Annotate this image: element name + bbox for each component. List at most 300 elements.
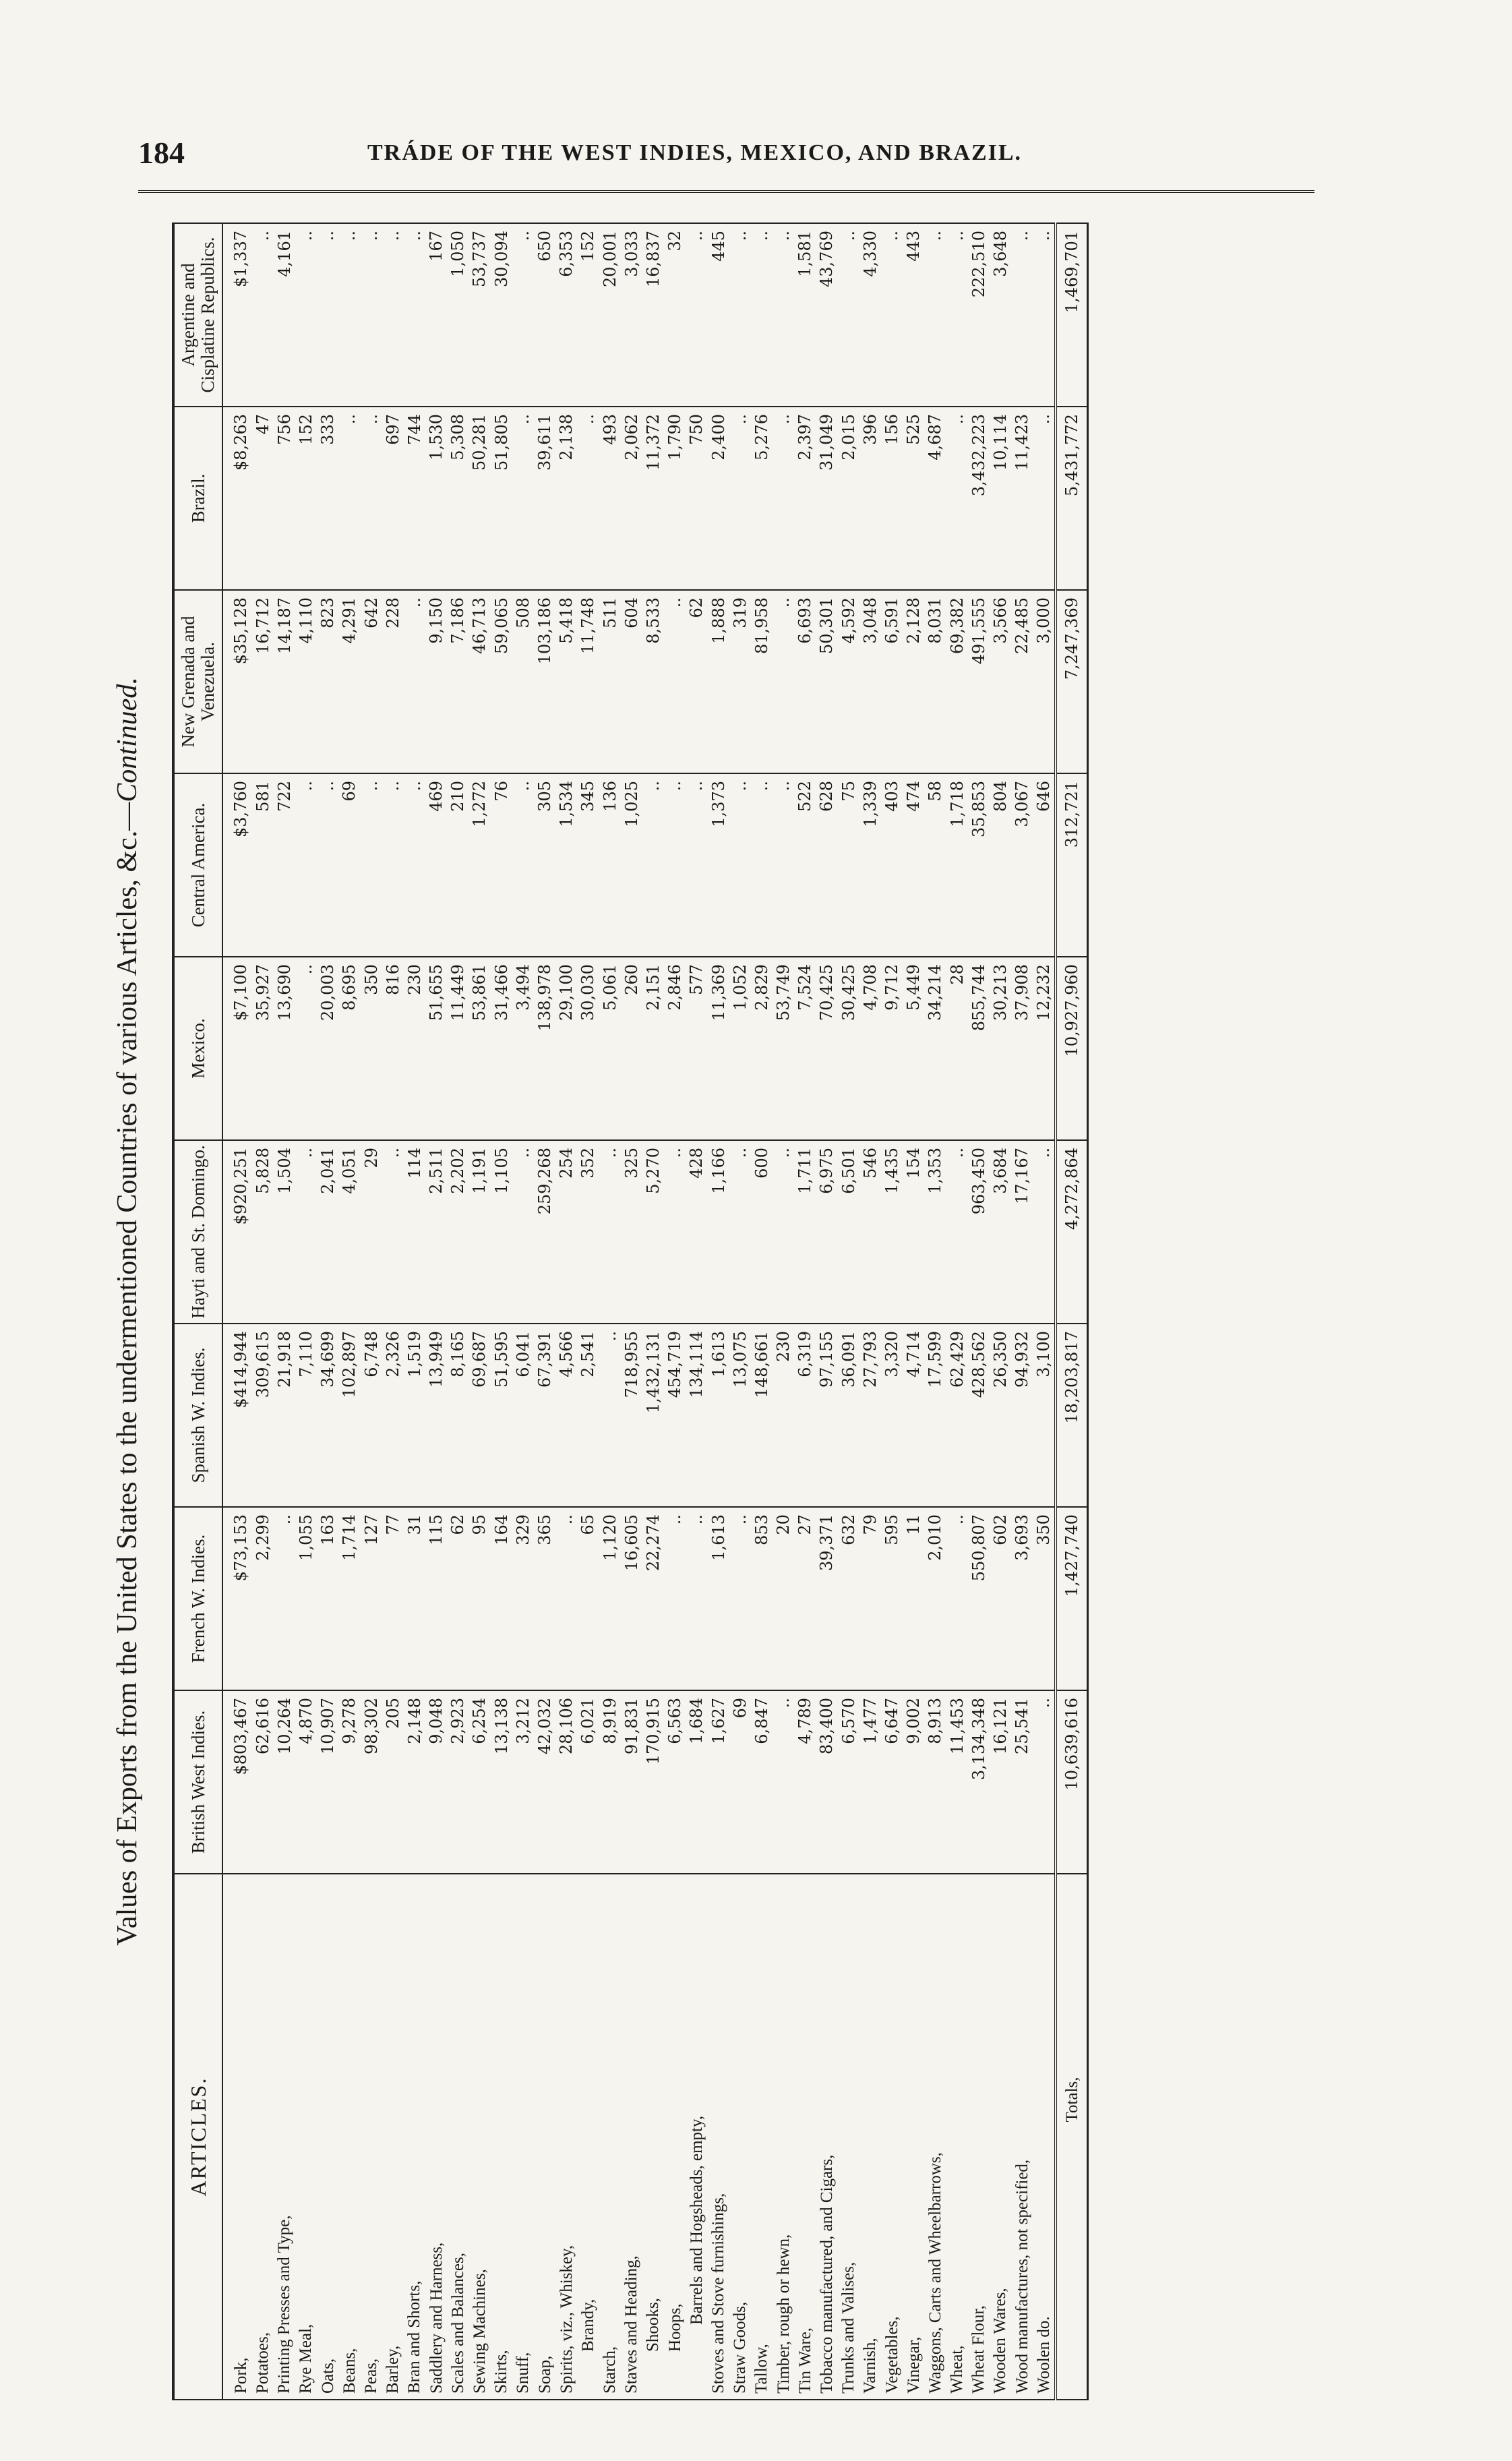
value-cell: 39,371	[816, 1507, 837, 1690]
value-cell: 81,958	[751, 590, 773, 773]
value-cell: ..	[252, 223, 274, 407]
value-cell: ..	[382, 1140, 404, 1324]
value-cell: 352	[577, 1140, 599, 1324]
article-cell: Vegetables,	[881, 1874, 903, 2400]
value-cell: ..	[338, 407, 360, 590]
value-cell: 350	[1033, 1507, 1056, 1690]
table-row	[924, 223, 946, 2400]
value-cell: 4,291	[338, 590, 360, 773]
value-cell: 79	[859, 1507, 881, 1690]
value-cell: 1,613	[707, 1507, 729, 1690]
value-cell: 2,062	[621, 407, 642, 590]
totals-value-cell: 312,721	[1056, 773, 1088, 957]
table-row	[491, 223, 512, 2400]
value-cell: 83,400	[816, 1690, 837, 1874]
value-cell: 16,121	[990, 1690, 1011, 1874]
value-cell: 6,591	[881, 590, 903, 773]
value-cell: 1,534	[555, 773, 577, 957]
value-cell: ..	[729, 223, 751, 407]
article-cell: Spirits, viz., Whiskey,	[555, 1874, 577, 2400]
value-cell: 6,647	[881, 1690, 903, 1874]
value-cell: 4,687	[924, 407, 946, 590]
value-cell: 6,975	[816, 1140, 837, 1324]
value-cell: 152	[295, 407, 317, 590]
value-cell: 37,908	[1011, 957, 1033, 1140]
value-cell: ..	[773, 223, 794, 407]
value-cell: 650	[534, 223, 555, 407]
value-cell: 2,151	[642, 957, 664, 1140]
table-row	[903, 223, 924, 2400]
value-cell: 16,605	[621, 1507, 642, 1690]
table-row	[382, 223, 404, 2400]
value-cell: 67,391	[534, 1324, 555, 1507]
value-cell: 51,805	[491, 407, 512, 590]
value-cell: 27	[794, 1507, 816, 1690]
totals-value-cell: 5,431,772	[1056, 407, 1088, 590]
value-cell: ..	[773, 773, 794, 957]
value-cell: 4,789	[794, 1690, 816, 1874]
table-title-main: Values of Exports from the United States to the undermentioned Countries of various Articles, &c.—	[112, 802, 143, 1946]
value-cell: ..	[773, 1140, 794, 1324]
table-row	[252, 223, 274, 2400]
value-cell: 47	[252, 407, 274, 590]
value-cell: 3,212	[512, 1690, 534, 1874]
value-cell: 2,138	[555, 407, 577, 590]
value-cell: 53,749	[773, 957, 794, 1140]
value-cell: 474	[903, 773, 924, 957]
value-cell: 13,949	[425, 1324, 447, 1507]
value-cell: 167	[425, 223, 447, 407]
value-cell: ..	[360, 407, 382, 590]
value-cell: 428,562	[968, 1324, 990, 1507]
value-cell: ..	[729, 407, 751, 590]
value-cell: 8,919	[599, 1690, 621, 1874]
value-cell: ..	[881, 223, 903, 407]
value-cell: 1,052	[729, 957, 751, 1140]
value-cell: 1,272	[468, 773, 490, 957]
value-cell: 13,690	[274, 957, 295, 1140]
value-cell: 210	[447, 773, 468, 957]
value-cell: 5,449	[903, 957, 924, 1140]
value-cell: 1,627	[707, 1690, 729, 1874]
value-cell: 365	[534, 1507, 555, 1690]
value-cell: ..	[317, 773, 338, 957]
value-cell: ..	[946, 1140, 968, 1324]
column-header-country: Brazil.	[173, 407, 222, 590]
value-cell: 1,888	[707, 590, 729, 773]
value-cell: ..	[404, 223, 425, 407]
value-cell: $35,128	[222, 590, 251, 773]
value-cell: 3,684	[990, 1140, 1011, 1324]
value-cell: 22,485	[1011, 590, 1033, 773]
value-cell: 2,397	[794, 407, 816, 590]
table-row	[664, 223, 686, 2400]
value-cell: 65	[577, 1507, 599, 1690]
value-cell: 20	[773, 1507, 794, 1690]
value-cell: ..	[599, 1140, 621, 1324]
column-header-country: British West Indies.	[173, 1690, 222, 1874]
value-cell: 1,055	[295, 1507, 317, 1690]
value-cell: 525	[903, 407, 924, 590]
column-header-country: Central America.	[173, 773, 222, 957]
value-cell: 29,100	[555, 957, 577, 1140]
value-cell: 642	[360, 590, 382, 773]
value-cell: 11,423	[1011, 407, 1033, 590]
value-cell: 9,712	[881, 957, 903, 1140]
page-number: 184	[138, 136, 185, 170]
value-cell: 718,955	[621, 1324, 642, 1507]
value-cell: 27,793	[859, 1324, 881, 1507]
value-cell: 3,033	[621, 223, 642, 407]
table-row	[447, 223, 468, 2400]
value-cell: 1,050	[447, 223, 468, 407]
value-cell: 260	[621, 957, 642, 1140]
totals-label: Totals,	[1056, 1874, 1088, 2400]
value-cell: ..	[295, 223, 317, 407]
value-cell: 8,031	[924, 590, 946, 773]
value-cell: ..	[664, 773, 686, 957]
value-cell: 1,504	[274, 1140, 295, 1324]
value-cell: $3,760	[222, 773, 251, 957]
table-row	[534, 223, 555, 2400]
value-cell: 4,051	[338, 1140, 360, 1324]
value-cell: 403	[881, 773, 903, 957]
value-cell: 11,453	[946, 1690, 968, 1874]
table-row	[577, 223, 599, 2400]
article-cell: Rye Meal,	[295, 1874, 317, 2400]
value-cell: ..	[1011, 223, 1033, 407]
value-cell: ..	[729, 773, 751, 957]
value-cell: 16,712	[252, 590, 274, 773]
article-cell: Tallow,	[751, 1874, 773, 2400]
value-cell: 329	[512, 1507, 534, 1690]
value-cell: 254	[555, 1140, 577, 1324]
value-cell: 2,010	[924, 1507, 946, 1690]
value-cell: 11,369	[707, 957, 729, 1140]
value-cell: 2,511	[425, 1140, 447, 1324]
value-cell: 154	[903, 1140, 924, 1324]
value-cell: 333	[317, 407, 338, 590]
value-cell: 628	[816, 773, 837, 957]
value-cell: 58	[924, 773, 946, 957]
value-cell: 12,232	[1033, 957, 1056, 1140]
article-cell: Shooks,	[642, 1874, 664, 2400]
value-cell: 9,002	[903, 1690, 924, 1874]
value-cell: 445	[707, 223, 729, 407]
value-cell: 9,150	[425, 590, 447, 773]
value-cell: ..	[664, 1507, 686, 1690]
value-cell: 22,274	[642, 1507, 664, 1690]
running-head: TRÁDE OF THE WEST INDIES, MEXICO, AND BRAZIL.	[367, 140, 1023, 165]
value-cell: 11	[903, 1507, 924, 1690]
value-cell: ..	[664, 590, 686, 773]
value-cell: 493	[599, 407, 621, 590]
value-cell: 5,061	[599, 957, 621, 1140]
value-cell: ..	[751, 223, 773, 407]
value-cell: 7,110	[295, 1324, 317, 1507]
value-cell: 595	[881, 1507, 903, 1690]
value-cell: 3,432,223	[968, 407, 990, 590]
value-cell: 62	[686, 590, 707, 773]
value-cell: 1,477	[859, 1690, 881, 1874]
value-cell: 1,191	[468, 1140, 490, 1324]
article-cell: Starch,	[599, 1874, 621, 2400]
table-row	[555, 223, 577, 2400]
value-cell: 4,708	[859, 957, 881, 1140]
value-cell: 10,907	[317, 1690, 338, 1874]
value-cell: 2,829	[751, 957, 773, 1140]
value-cell: 35,853	[968, 773, 990, 957]
value-cell: 230	[404, 957, 425, 1140]
value-cell: 319	[729, 590, 751, 773]
value-cell: 222,510	[968, 223, 990, 407]
value-cell: 29	[360, 1140, 382, 1324]
value-cell: 32	[664, 223, 686, 407]
value-cell: 31	[404, 1507, 425, 1690]
value-cell: 77	[382, 1507, 404, 1690]
value-cell: 454,719	[664, 1324, 686, 1507]
table-row	[599, 223, 621, 2400]
value-cell: 550,807	[968, 1507, 990, 1690]
value-cell: 600	[751, 1140, 773, 1324]
value-cell: 69,687	[468, 1324, 490, 1507]
value-cell: 750	[686, 407, 707, 590]
value-cell: 491,555	[968, 590, 990, 773]
value-cell: 6,748	[360, 1324, 382, 1507]
value-cell: ..	[360, 773, 382, 957]
value-cell: $1,337	[222, 223, 251, 407]
value-cell: 1,373	[707, 773, 729, 957]
value-cell: 6,570	[838, 1690, 859, 1874]
value-cell: 697	[382, 407, 404, 590]
value-cell: ..	[512, 223, 534, 407]
value-cell: 30,030	[577, 957, 599, 1140]
table-row	[816, 223, 837, 2400]
value-cell: $803,467	[222, 1690, 251, 1874]
value-cell: 5,308	[447, 407, 468, 590]
value-cell: 50,281	[468, 407, 490, 590]
value-cell: ..	[295, 773, 317, 957]
article-cell: Barley,	[382, 1874, 404, 2400]
value-cell: 8,913	[924, 1690, 946, 1874]
value-cell: ..	[404, 590, 425, 773]
value-cell: ..	[555, 1507, 577, 1690]
value-cell: 508	[512, 590, 534, 773]
table-row	[642, 223, 664, 2400]
table-row	[990, 223, 1011, 2400]
value-cell: ..	[664, 1140, 686, 1324]
article-cell: Tobacco manufactured, and Cigars,	[816, 1874, 837, 2400]
value-cell: 6,319	[794, 1324, 816, 1507]
article-cell: Soap,	[534, 1874, 555, 2400]
value-cell: 95	[468, 1507, 490, 1690]
value-cell: 228	[382, 590, 404, 773]
value-cell: 75	[838, 773, 859, 957]
table-title	[111, 223, 144, 2400]
value-cell: 36,091	[838, 1324, 859, 1507]
table-row	[946, 223, 968, 2400]
value-cell: 5,270	[642, 1140, 664, 1324]
article-cell: Pork,	[222, 1874, 251, 2400]
value-cell: 53,737	[468, 223, 490, 407]
value-cell: 853	[751, 1507, 773, 1690]
value-cell: 59,065	[491, 590, 512, 773]
article-cell: Hoops,	[664, 1874, 686, 2400]
value-cell: ..	[924, 223, 946, 407]
value-cell: 53,861	[468, 957, 490, 1140]
value-cell: 3,100	[1033, 1324, 1056, 1507]
value-cell: 2,923	[447, 1690, 468, 1874]
value-cell: 4,592	[838, 590, 859, 773]
article-cell: Brandy,	[577, 1874, 599, 2400]
value-cell: 2,015	[838, 407, 859, 590]
value-cell: 4,161	[274, 223, 295, 407]
value-cell: 1,519	[404, 1324, 425, 1507]
value-cell: 6,021	[577, 1690, 599, 1874]
value-cell: 3,693	[1011, 1507, 1033, 1690]
value-cell: 2,128	[903, 590, 924, 773]
value-cell: 10,114	[990, 407, 1011, 590]
value-cell: 577	[686, 957, 707, 1140]
article-cell: Wheat Flour,	[968, 1874, 990, 2400]
article-cell: Beans,	[338, 1874, 360, 2400]
article-cell: Waggons, Carts and Wheelbarrows,	[924, 1874, 946, 2400]
table-header-row	[173, 223, 222, 2400]
value-cell: 1,353	[924, 1140, 946, 1324]
value-cell: 115	[425, 1507, 447, 1690]
value-cell: ..	[642, 773, 664, 957]
article-cell: Wooden Wares,	[990, 1874, 1011, 2400]
table-row	[295, 223, 317, 2400]
value-cell: 5,828	[252, 1140, 274, 1324]
value-cell: 1,166	[707, 1140, 729, 1324]
value-cell: ..	[382, 223, 404, 407]
value-cell: 4,714	[903, 1324, 924, 1507]
table-row	[468, 223, 490, 2400]
value-cell: 103,186	[534, 590, 555, 773]
value-cell: 5,276	[751, 407, 773, 590]
value-cell: 2,041	[317, 1140, 338, 1324]
table-row	[1011, 223, 1033, 2400]
value-cell: 13,138	[491, 1690, 512, 1874]
value-cell: 134,114	[686, 1324, 707, 1507]
value-cell: 2,299	[252, 1507, 274, 1690]
value-cell: 1,581	[794, 223, 816, 407]
value-cell: 14,187	[274, 590, 295, 773]
table-row	[1033, 223, 1056, 2400]
article-cell: Peas,	[360, 1874, 382, 2400]
value-cell: 646	[1033, 773, 1056, 957]
value-cell: 152	[577, 223, 599, 407]
table-row	[686, 223, 707, 2400]
value-cell: ..	[295, 957, 317, 1140]
value-cell: ..	[729, 1140, 751, 1324]
article-cell: Staves and Heading,	[621, 1874, 642, 2400]
totals-value-cell: 10,927,960	[1056, 957, 1088, 1140]
table-row	[859, 223, 881, 2400]
article-cell: Potatoes,	[252, 1874, 274, 2400]
table-row	[838, 223, 859, 2400]
value-cell: 8,165	[447, 1324, 468, 1507]
value-cell: 230	[773, 1324, 794, 1507]
value-cell: 6,254	[468, 1690, 490, 1874]
value-cell: 309,615	[252, 1324, 274, 1507]
article-cell: Woolen do.	[1033, 1874, 1056, 2400]
value-cell: 722	[274, 773, 295, 957]
totals-value-cell: 10,639,616	[1056, 1690, 1088, 1874]
value-cell: 1,711	[794, 1140, 816, 1324]
value-cell: 6,693	[794, 590, 816, 773]
value-cell: 3,134,348	[968, 1690, 990, 1874]
value-cell: 2,541	[577, 1324, 599, 1507]
value-cell: 1,613	[707, 1324, 729, 1507]
value-cell: ..	[773, 1690, 794, 1874]
article-cell: Straw Goods,	[729, 1874, 751, 2400]
value-cell: 1,714	[338, 1507, 360, 1690]
table-row	[222, 223, 251, 2400]
value-cell: 1,105	[491, 1140, 512, 1324]
value-cell: 6,041	[512, 1324, 534, 1507]
column-header-country: Hayti and St. Domingo.	[173, 1140, 222, 1324]
value-cell: 396	[859, 407, 881, 590]
value-cell: 25,541	[1011, 1690, 1033, 1874]
value-cell: 138,978	[534, 957, 555, 1140]
article-cell: Snuff,	[512, 1874, 534, 2400]
value-cell: 3,000	[1033, 590, 1056, 773]
value-cell: ..	[729, 1507, 751, 1690]
table-row	[360, 223, 382, 2400]
value-cell: 1,339	[859, 773, 881, 957]
value-cell: 94,932	[1011, 1324, 1033, 1507]
table-row	[773, 223, 794, 2400]
table-row	[751, 223, 773, 2400]
value-cell: 170,915	[642, 1690, 664, 1874]
value-cell: 604	[621, 590, 642, 773]
value-cell: ..	[1033, 1140, 1056, 1324]
value-cell: 345	[577, 773, 599, 957]
value-cell: 816	[382, 957, 404, 1140]
value-cell: 581	[252, 773, 274, 957]
rotated-table-block	[111, 223, 1325, 2400]
value-cell: 97,155	[816, 1324, 837, 1507]
value-cell: ..	[512, 1140, 534, 1324]
table-row	[881, 223, 903, 2400]
value-cell: 3,048	[859, 590, 881, 773]
value-cell: ..	[295, 1140, 317, 1324]
value-cell: 148,661	[751, 1324, 773, 1507]
value-cell: $920,251	[222, 1140, 251, 1324]
value-cell: 3,648	[990, 223, 1011, 407]
article-cell: Sewing Machines,	[468, 1874, 490, 2400]
value-cell: 2,846	[664, 957, 686, 1140]
value-cell: 34,699	[317, 1324, 338, 1507]
value-cell: 127	[360, 1507, 382, 1690]
header-rule	[138, 190, 1314, 193]
value-cell: 7,524	[794, 957, 816, 1140]
value-cell: 91,831	[621, 1690, 642, 1874]
value-cell: ..	[512, 407, 534, 590]
table-title-continued: Continued.	[112, 677, 143, 802]
value-cell: 756	[274, 407, 295, 590]
value-cell: ..	[317, 223, 338, 407]
value-cell: 5,418	[555, 590, 577, 773]
article-cell: Barrels and Hogsheads, empty,	[686, 1874, 707, 2400]
value-cell: 4,870	[295, 1690, 317, 1874]
table-row	[512, 223, 534, 2400]
value-cell: 511	[599, 590, 621, 773]
value-cell: 7,186	[447, 590, 468, 773]
value-cell: 156	[881, 407, 903, 590]
